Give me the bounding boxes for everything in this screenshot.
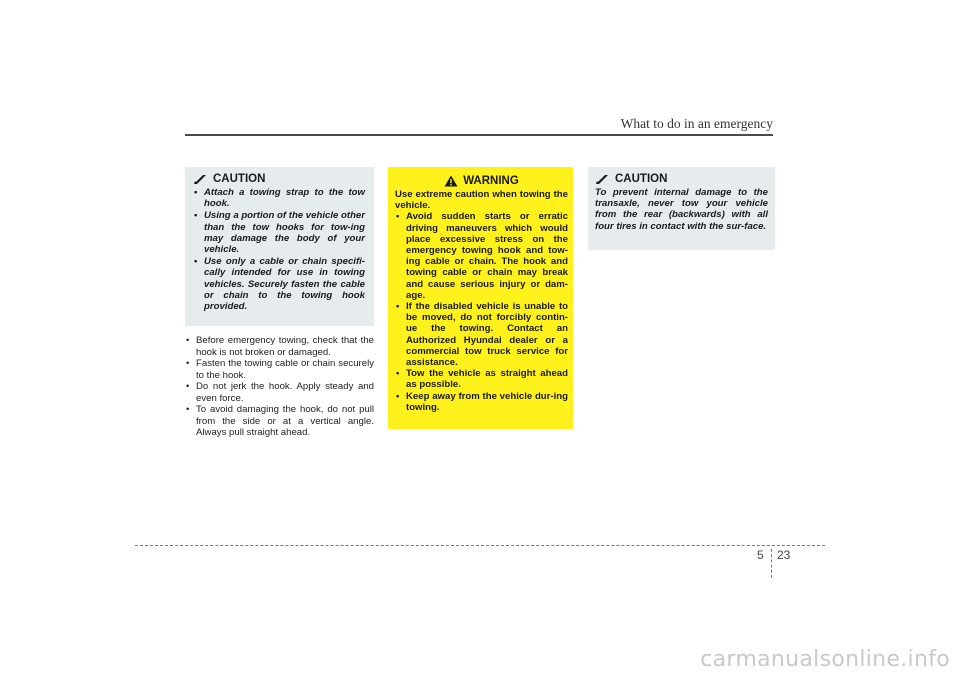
list-item: • To avoid damaging the hook, do not pull from the side or at a vertical angle. Always pull straight ahead. xyxy=(185,404,374,439)
list-item: • Fasten the towing cable or chain securely to the hook. xyxy=(185,358,374,381)
warning-title: WARNING xyxy=(395,175,568,187)
caution-title: CAUTION xyxy=(193,173,365,185)
warning-list xyxy=(395,211,568,413)
header-rule xyxy=(185,134,773,136)
list-item: • Using a portion of the vehicle other than the tow hooks for tow-ing may damage the body of your vehicle. xyxy=(193,210,365,255)
list-item: • Attach a towing strap to the tow hook. xyxy=(193,187,365,209)
list-item: • Do not jerk the hook. Apply steady and even force. xyxy=(185,381,374,404)
caution-title: CAUTION xyxy=(595,173,768,185)
list-item: • Use only a cable or chain specifi-cally intended for use in towing vehicles. Securely fasten the cable or chain to the towing hook provided. xyxy=(193,256,365,312)
chapter-number: 5 xyxy=(757,548,764,562)
list-item: • Before emergency towing, check that the hook is not broken or damaged. xyxy=(185,335,374,358)
section-title: What to do in an emergency xyxy=(620,116,773,131)
caution-box-right xyxy=(588,167,775,250)
caution-list xyxy=(193,187,365,312)
warning-triangle-icon xyxy=(444,175,458,187)
watermark: carmanualsonline.info xyxy=(700,647,950,672)
pencil-icon xyxy=(193,174,208,185)
pencil-icon xyxy=(595,174,610,185)
caution-text: To prevent internal damage to the transaxle, never tow your vehicle from the rear (backwards) with all four tires in contact with the sur-face. xyxy=(595,187,768,232)
warning-intro: Use extreme caution when towing the vehicle. xyxy=(395,189,568,212)
towing-instructions-list xyxy=(185,335,374,439)
caution-box-left xyxy=(185,167,374,326)
warning-box xyxy=(388,167,573,429)
page-number: 23 xyxy=(777,548,791,562)
page-divider xyxy=(771,549,772,578)
footer-rule xyxy=(135,545,825,546)
list-item: • Avoid sudden starts or erratic driving maneuvers which would place excessive stress on the emergency towing hook and tow-ing cable or chain. The hook and towing cable or chain may break and cause serious injury or dam-age. xyxy=(395,211,568,301)
list-item: • Keep away from the vehicle dur-ing towing. xyxy=(395,391,568,413)
list-item: • Tow the vehicle as straight ahead as possible. xyxy=(395,368,568,390)
list-item: • If the disabled vehicle is unable to be moved, do not forcibly contin-ue the towing. Contact an Authorized Hyundai dealer or a commercial tow truck service for assistance. xyxy=(395,301,568,368)
